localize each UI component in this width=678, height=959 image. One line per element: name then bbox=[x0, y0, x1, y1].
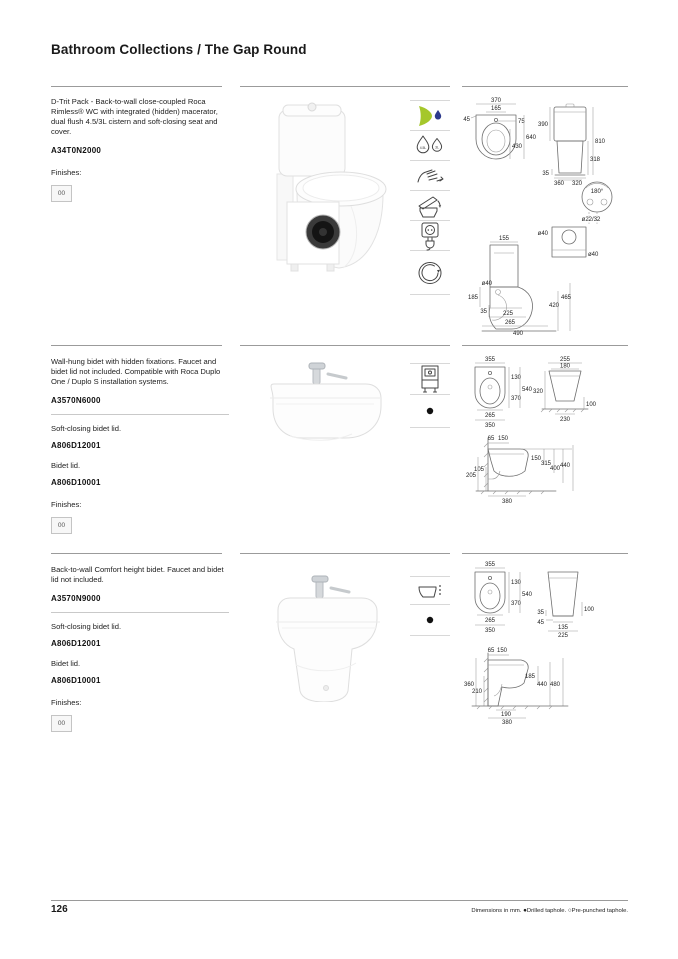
dim-label: 225 bbox=[557, 633, 569, 639]
dim-label: 35 bbox=[542, 171, 549, 177]
accessory-code: A806D10001 bbox=[51, 676, 101, 686]
dim-label: 320 bbox=[572, 181, 583, 187]
back-to-wall-icon bbox=[410, 576, 450, 604]
dim-label: 320 bbox=[532, 389, 543, 395]
installation-frame-icon bbox=[410, 363, 450, 394]
dim-label: 130 bbox=[511, 375, 522, 381]
dim-label: 350 bbox=[484, 423, 496, 429]
divider bbox=[240, 553, 450, 554]
dim-label: 100 bbox=[586, 402, 597, 408]
dim-label: 75 bbox=[518, 119, 525, 125]
product-description: Back-to-wall Comfort height bidet. Faucet and bidet lid not included. bbox=[51, 565, 224, 585]
dim-label: 180° bbox=[590, 189, 604, 195]
product-description: D-Trit Pack - Back-to-wall close-coupled Roca Rimless® WC with integrated (hidden) macerator, dual flush 4.5/3L cistern and soft-closing seat and cover. bbox=[51, 97, 218, 137]
dim-label: ø22/32 bbox=[581, 217, 601, 223]
feature-icons bbox=[410, 576, 450, 636]
divider bbox=[240, 345, 450, 346]
dim-label: 205 bbox=[465, 473, 476, 479]
dim-label: 480 bbox=[549, 682, 560, 688]
dim-label: 440 bbox=[559, 463, 570, 469]
dim-label: 540 bbox=[522, 387, 533, 393]
dim-label: 380 bbox=[501, 720, 513, 725]
dim-label: 380 bbox=[501, 499, 513, 505]
dim-label: 318 bbox=[590, 157, 601, 163]
page-number: 126 bbox=[51, 904, 68, 915]
wc-illustration bbox=[243, 96, 405, 290]
dim-label: 430 bbox=[512, 144, 523, 150]
dim-label: 180 bbox=[559, 363, 571, 370]
product-description: Wall-hung bidet with hidden fixations. Faucet and bidet lid not included. Compatible with Roca Duplo One / Duplo S installation systems. bbox=[51, 357, 221, 387]
dim-label: 210 bbox=[471, 689, 482, 695]
finishes-label: Finishes: bbox=[51, 698, 82, 708]
dim-label: 265 bbox=[484, 413, 496, 419]
dim-label: 355 bbox=[484, 562, 496, 568]
footer-legend bbox=[471, 907, 628, 914]
accessory-code: A806D12001 bbox=[51, 441, 101, 451]
dim-label: 135 bbox=[557, 625, 569, 631]
drilled-taphole-dot-icon: ● bbox=[523, 907, 527, 914]
dim-label: 390 bbox=[537, 122, 548, 128]
dim-label: 150 bbox=[496, 648, 508, 654]
dim-label: 360 bbox=[554, 181, 565, 187]
dim-label: 225 bbox=[502, 311, 514, 317]
product-info bbox=[51, 357, 229, 534]
dim-label: 540 bbox=[522, 592, 533, 598]
accessory-label: Soft-closing bidet lid. bbox=[51, 622, 122, 632]
product-photo-floor-bidet bbox=[256, 570, 401, 707]
product-photo-wc bbox=[243, 96, 405, 295]
dim-label: 190 bbox=[500, 712, 512, 718]
dim-label: 440 bbox=[536, 682, 547, 688]
dim-label: ø40 bbox=[481, 281, 492, 287]
rimless-icon bbox=[410, 250, 450, 295]
dim-label: 370 bbox=[511, 601, 522, 607]
product-code: A3570N9000 bbox=[51, 594, 101, 604]
dim-label: 185 bbox=[524, 674, 535, 680]
dim-label: ø40 bbox=[537, 231, 548, 237]
dim-label: 35 bbox=[480, 309, 487, 315]
drilled-note: Drilled taphole. bbox=[526, 908, 567, 914]
dim-label: 400 bbox=[549, 466, 560, 472]
finish-swatch: 00 bbox=[51, 517, 72, 534]
dim-label: 265 bbox=[504, 320, 516, 326]
accessory-code: A806D12001 bbox=[51, 639, 101, 649]
finish-swatch: 00 bbox=[51, 185, 72, 202]
page-title: Bathroom Collections / The Gap Round bbox=[51, 42, 307, 57]
dim-label: 360 bbox=[463, 682, 474, 688]
dim-label: 165 bbox=[490, 106, 502, 112]
prepunched-taphole-dot-icon: ○ bbox=[567, 907, 572, 914]
dim-label: ø40 bbox=[588, 252, 599, 258]
dim-label: 370 bbox=[490, 98, 502, 104]
dim-label: 265 bbox=[484, 618, 496, 624]
finishes-label: Finishes: bbox=[51, 168, 82, 178]
divider bbox=[462, 553, 628, 554]
dim-label: 65 bbox=[487, 436, 495, 442]
easy-clean-hand-icon bbox=[410, 160, 450, 190]
divider bbox=[51, 345, 222, 346]
dim-label: 315 bbox=[540, 461, 551, 467]
dim-label: 230 bbox=[559, 417, 571, 423]
product-info bbox=[51, 97, 229, 202]
dim-label: 255 bbox=[559, 357, 571, 363]
water-saving-icon bbox=[410, 100, 450, 130]
dim-label: 130 bbox=[511, 580, 522, 586]
dim-label: 810 bbox=[595, 139, 606, 145]
dim-label: 45 bbox=[463, 117, 470, 123]
feature-icons bbox=[410, 363, 450, 428]
dim-label: 490 bbox=[512, 331, 524, 337]
drilled-taphole-icon bbox=[410, 394, 450, 428]
dim-label: 45 bbox=[537, 620, 544, 626]
dim-label: 35 bbox=[537, 610, 544, 616]
technical-drawing-wall-hung-bidet bbox=[460, 353, 628, 505]
technical-drawing-floor-bidet bbox=[460, 558, 628, 725]
dual-flush-full-label: 4.5L bbox=[419, 145, 427, 150]
dim-label: 355 bbox=[484, 357, 496, 363]
dim-label: 350 bbox=[484, 628, 496, 634]
dim-label: 640 bbox=[526, 135, 537, 141]
dual-flush-half-label: 3L bbox=[435, 145, 439, 149]
divider bbox=[51, 612, 229, 613]
accessory-label: Bidet lid. bbox=[51, 659, 81, 669]
divider bbox=[240, 86, 450, 87]
technical-drawing-wc bbox=[460, 95, 628, 343]
dim-label: 105 bbox=[473, 467, 484, 473]
dual-flush-icon bbox=[410, 130, 450, 160]
divider bbox=[51, 553, 222, 554]
dimensions-note: Dimensions in mm. bbox=[471, 908, 522, 914]
footer-divider bbox=[51, 900, 628, 901]
product-info bbox=[51, 565, 229, 732]
prepunched-note: Pre-punched taphole. bbox=[571, 908, 628, 914]
drilled-taphole-icon bbox=[410, 604, 450, 636]
dim-label: 100 bbox=[584, 607, 595, 613]
soft-closing-seat-icon bbox=[410, 190, 450, 220]
dim-label: 185 bbox=[467, 295, 478, 301]
product-code: A3570N6000 bbox=[51, 396, 101, 406]
bidet-illustration bbox=[256, 570, 401, 702]
power-connection-icon bbox=[410, 220, 450, 250]
dim-label: 65 bbox=[487, 648, 495, 654]
accessory-code: A806D10001 bbox=[51, 478, 101, 488]
divider bbox=[51, 414, 229, 415]
bidet-illustration bbox=[250, 358, 402, 450]
dim-label: 155 bbox=[498, 236, 510, 242]
finishes-label: Finishes: bbox=[51, 500, 82, 510]
accessory-label: Bidet lid. bbox=[51, 461, 81, 471]
divider bbox=[462, 86, 628, 87]
divider bbox=[51, 86, 222, 87]
finish-swatch: 00 bbox=[51, 715, 72, 732]
dim-label: 150 bbox=[497, 436, 509, 442]
dim-label: 420 bbox=[548, 303, 560, 309]
divider bbox=[462, 345, 628, 346]
dim-label: 150 bbox=[530, 456, 541, 462]
product-code: A34T0N2000 bbox=[51, 146, 102, 156]
product-photo-wall-hung-bidet bbox=[250, 358, 402, 455]
accessory-label: Soft-closing bidet lid. bbox=[51, 424, 122, 434]
dim-label: 465 bbox=[560, 295, 572, 301]
feature-icons bbox=[410, 100, 450, 295]
dim-label: 370 bbox=[511, 396, 522, 402]
